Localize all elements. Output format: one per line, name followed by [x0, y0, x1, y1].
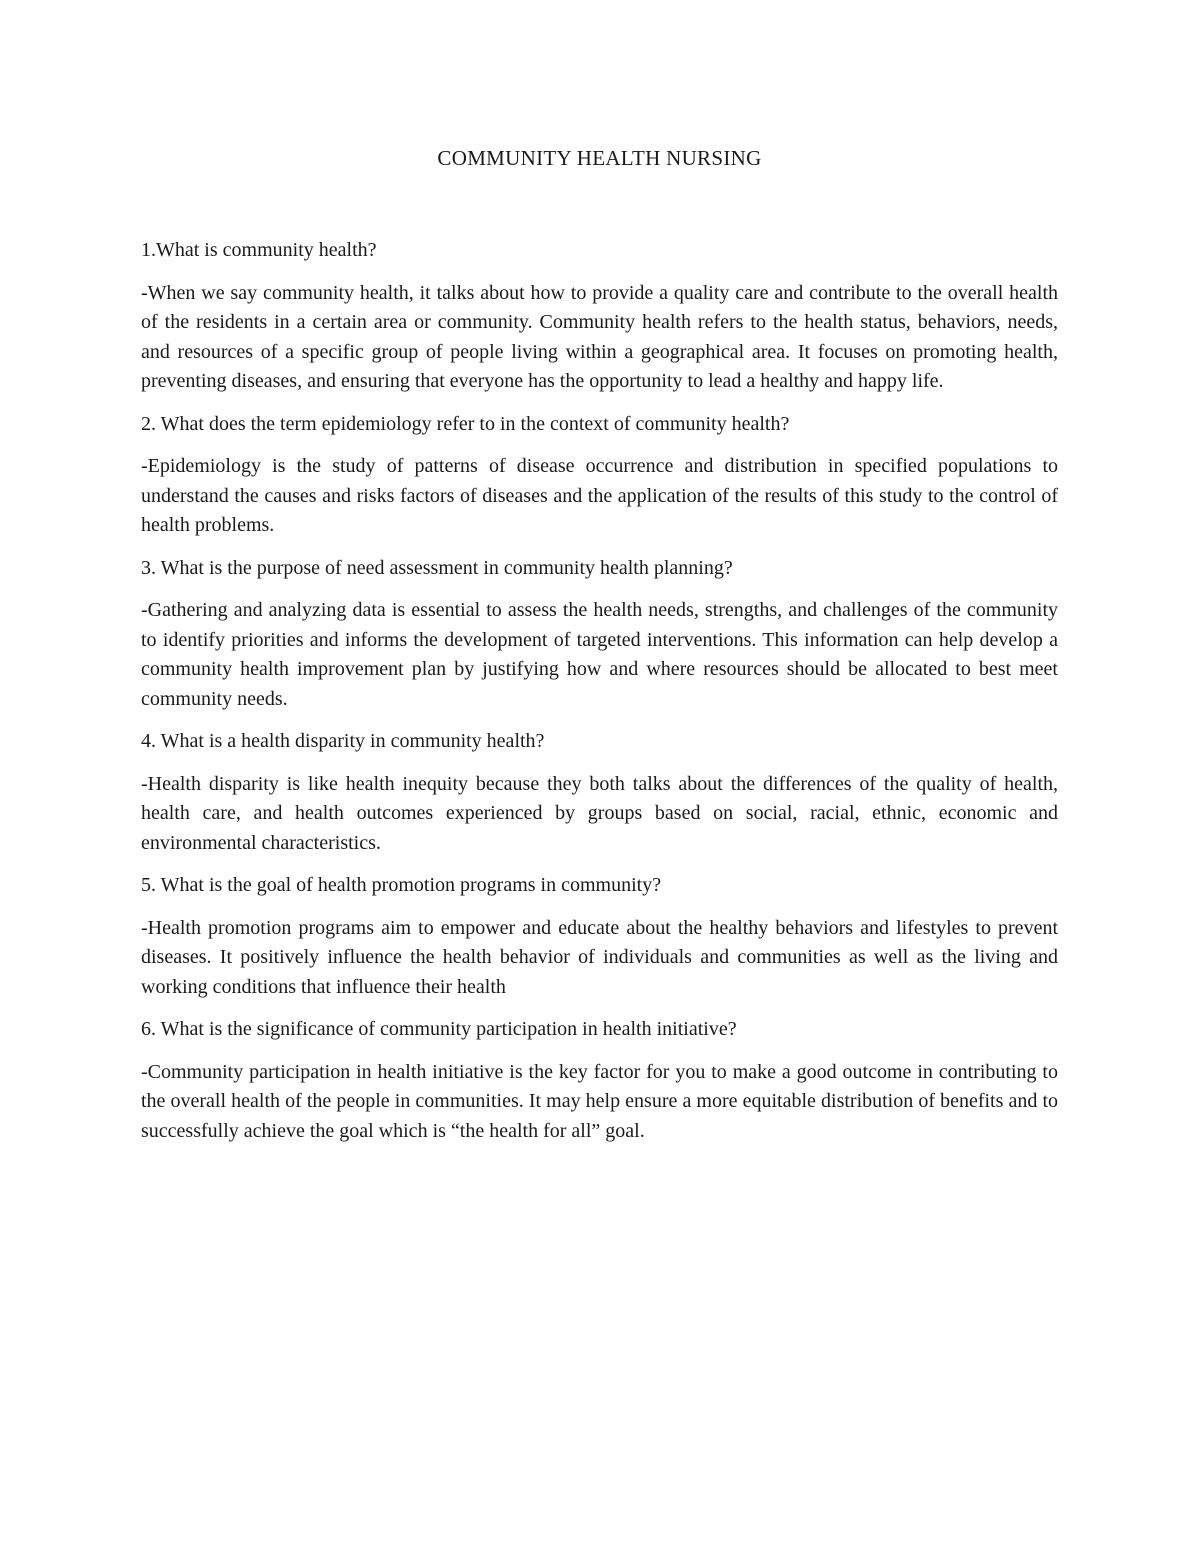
- qa-item-3: [141, 554, 1058, 715]
- qa-item-1: [141, 236, 1058, 397]
- question-3: 3. What is the purpose of need assessment in community health planning?: [141, 556, 733, 579]
- page-title: COMMUNITY HEALTH NURSING: [437, 146, 762, 170]
- qa-item-6: [141, 1015, 1058, 1146]
- document-body: [141, 143, 1058, 1159]
- qa-item-4: [141, 727, 1058, 858]
- question-6: 6. What is the significance of community participation in health initiative?: [141, 1018, 737, 1040]
- answer-6: -Community participation in health initiative is the key factor for you to make a good outcome in contributing to the overall health of the people in communities. It may help ensure a more equitable distribution of benefits and to successfully achieve the goal which is “the health for all” goal.: [141, 1060, 1058, 1142]
- question-2: 2. What does the term epidemiology refer to in the context of community health?: [141, 412, 790, 435]
- answer-5: -Health promotion programs aim to empower and educate about the healthy behaviors and lifestyles to prevent diseases. It positively influence the health behavior of individuals and communities as well as the living and working conditions that influence their health: [141, 916, 1058, 998]
- answer-4: -Health disparity is like health inequity because they both talks about the differences of the quality of health, health care, and health outcomes experienced by groups based on social, racial, ethnic, economic and environmental characteristics.: [141, 772, 1058, 854]
- qa-item-2: [141, 410, 1058, 541]
- qa-item-5: [141, 871, 1058, 1002]
- answer-2: -Epidemiology is the study of patterns of disease occurrence and distribution in specified populations to understand the causes and risks factors of diseases and the application of the results of this study to the control of health problems.: [141, 455, 1058, 536]
- question-4: 4. What is a health disparity in community health?: [141, 730, 545, 752]
- question-1: 1.What is community health?: [141, 239, 377, 261]
- answer-3: -Gathering and analyzing data is essential to assess the health needs, strengths, and challenges of the community to identify priorities and informs the development of targeted interventions. This information can help develop a community health improvement plan by justifying how and where resources should be allocated to best meet community needs.: [141, 599, 1058, 710]
- answer-1: -When we say community health, it talks about how to provide a quality care and contribute to the overall health of the residents in a certain area or community. Community health refers to the health status, behaviors, needs, and resources of a specific group of people living within a geographical area. It focuses on promoting health, preventing diseases, and ensuring that everyone has the opportunity to lead a healthy and happy life.: [141, 281, 1058, 392]
- question-5: 5. What is the goal of health promotion programs in community?: [141, 874, 662, 896]
